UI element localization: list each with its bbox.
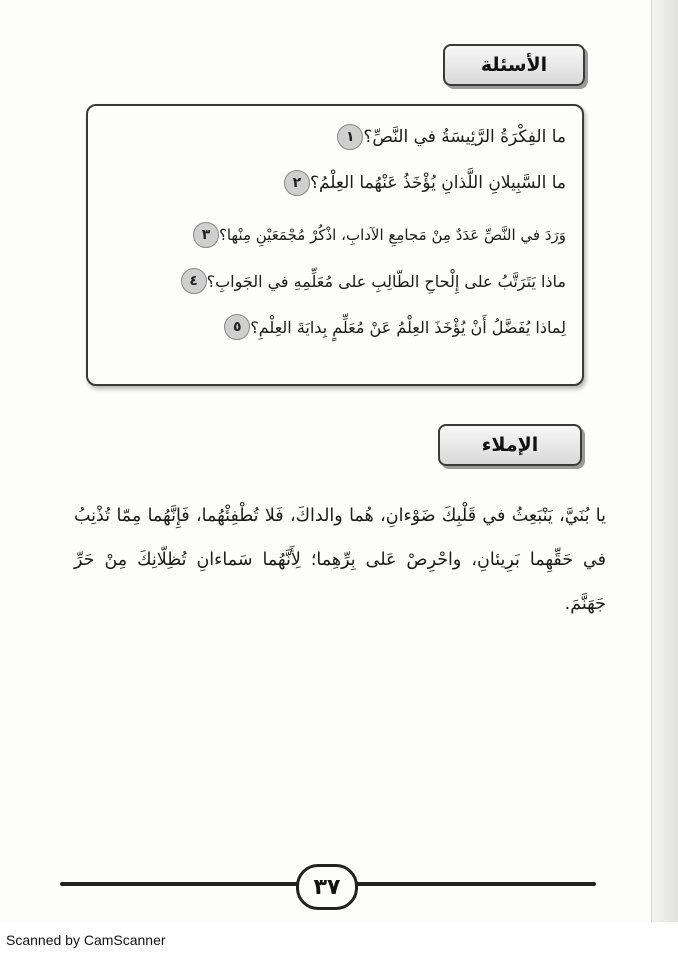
question-item bbox=[329, 120, 566, 154]
dictation-title-text: الإملاء bbox=[481, 434, 539, 456]
footer-rule-right bbox=[352, 882, 596, 886]
question-item bbox=[173, 264, 566, 298]
question-item bbox=[185, 218, 566, 252]
question-text: ما السَّبِيلانِ اللَّذانِ يُؤْخَذُ عَنْهُما العِلْمُ؟ bbox=[309, 173, 566, 193]
questions-title-text: الأسئلة bbox=[480, 54, 548, 76]
question-number-badge: ٢ bbox=[284, 170, 310, 196]
page-number: ٣٧ bbox=[296, 864, 358, 910]
scanner-watermark: Scanned by CamScanner bbox=[6, 932, 166, 948]
question-number-badge: ٣ bbox=[193, 222, 219, 248]
questions-box bbox=[86, 104, 584, 386]
question-text: لِماذا يُفَضَّلُ أَنْ يُؤْخَذَ العِلْمُ عَنْ مُعَلِّمٍ بِدايَةَ العِلْمِ؟ bbox=[250, 317, 566, 337]
question-number-badge: ٤ bbox=[181, 268, 207, 294]
page-edge-shadow bbox=[651, 0, 678, 960]
dictation-paragraph: يا بُنَيَّ، يَنْبَعِثُ في قَلْبِكَ ضَوْءانِ، هُما والداكَ، فَلا تُطْفِئْهُما، فَإِنَّهُما مِمّا تُذْنِبُ في حَقِّهِما بَرِيئانِ، واحْرِصْ عَلى بِرِّهِما؛ لِأَنَّهُما سَماءانِ تُظِلّانِكَ مِنْ حَرِّ جَهَنَّمَ. bbox=[74, 506, 606, 614]
question-text: ما الفِكْرَةُ الرَّئِيسَةُ في النَّصِّ؟ bbox=[363, 127, 566, 147]
question-text: ماذا يَتَرَتَّبُ على إِلْحاحِ الطّالِبِ على مُعَلِّمِهِ في الجَوابِ؟ bbox=[206, 271, 566, 291]
dictation-section-title bbox=[438, 424, 582, 466]
question-number-badge: ١ bbox=[337, 124, 363, 150]
question-text: وَرَدَ في النَّصِّ عَدَدٌ مِنْ مَجامِعِ الآدابِ، اذْكُرْ مُجْمَعَيْنِ مِنْها؟ bbox=[218, 226, 566, 244]
questions-section-title bbox=[443, 44, 585, 86]
question-item bbox=[216, 310, 566, 344]
footer-rule-left bbox=[60, 882, 300, 886]
question-number-badge: ٥ bbox=[224, 314, 250, 340]
question-item bbox=[276, 166, 566, 200]
